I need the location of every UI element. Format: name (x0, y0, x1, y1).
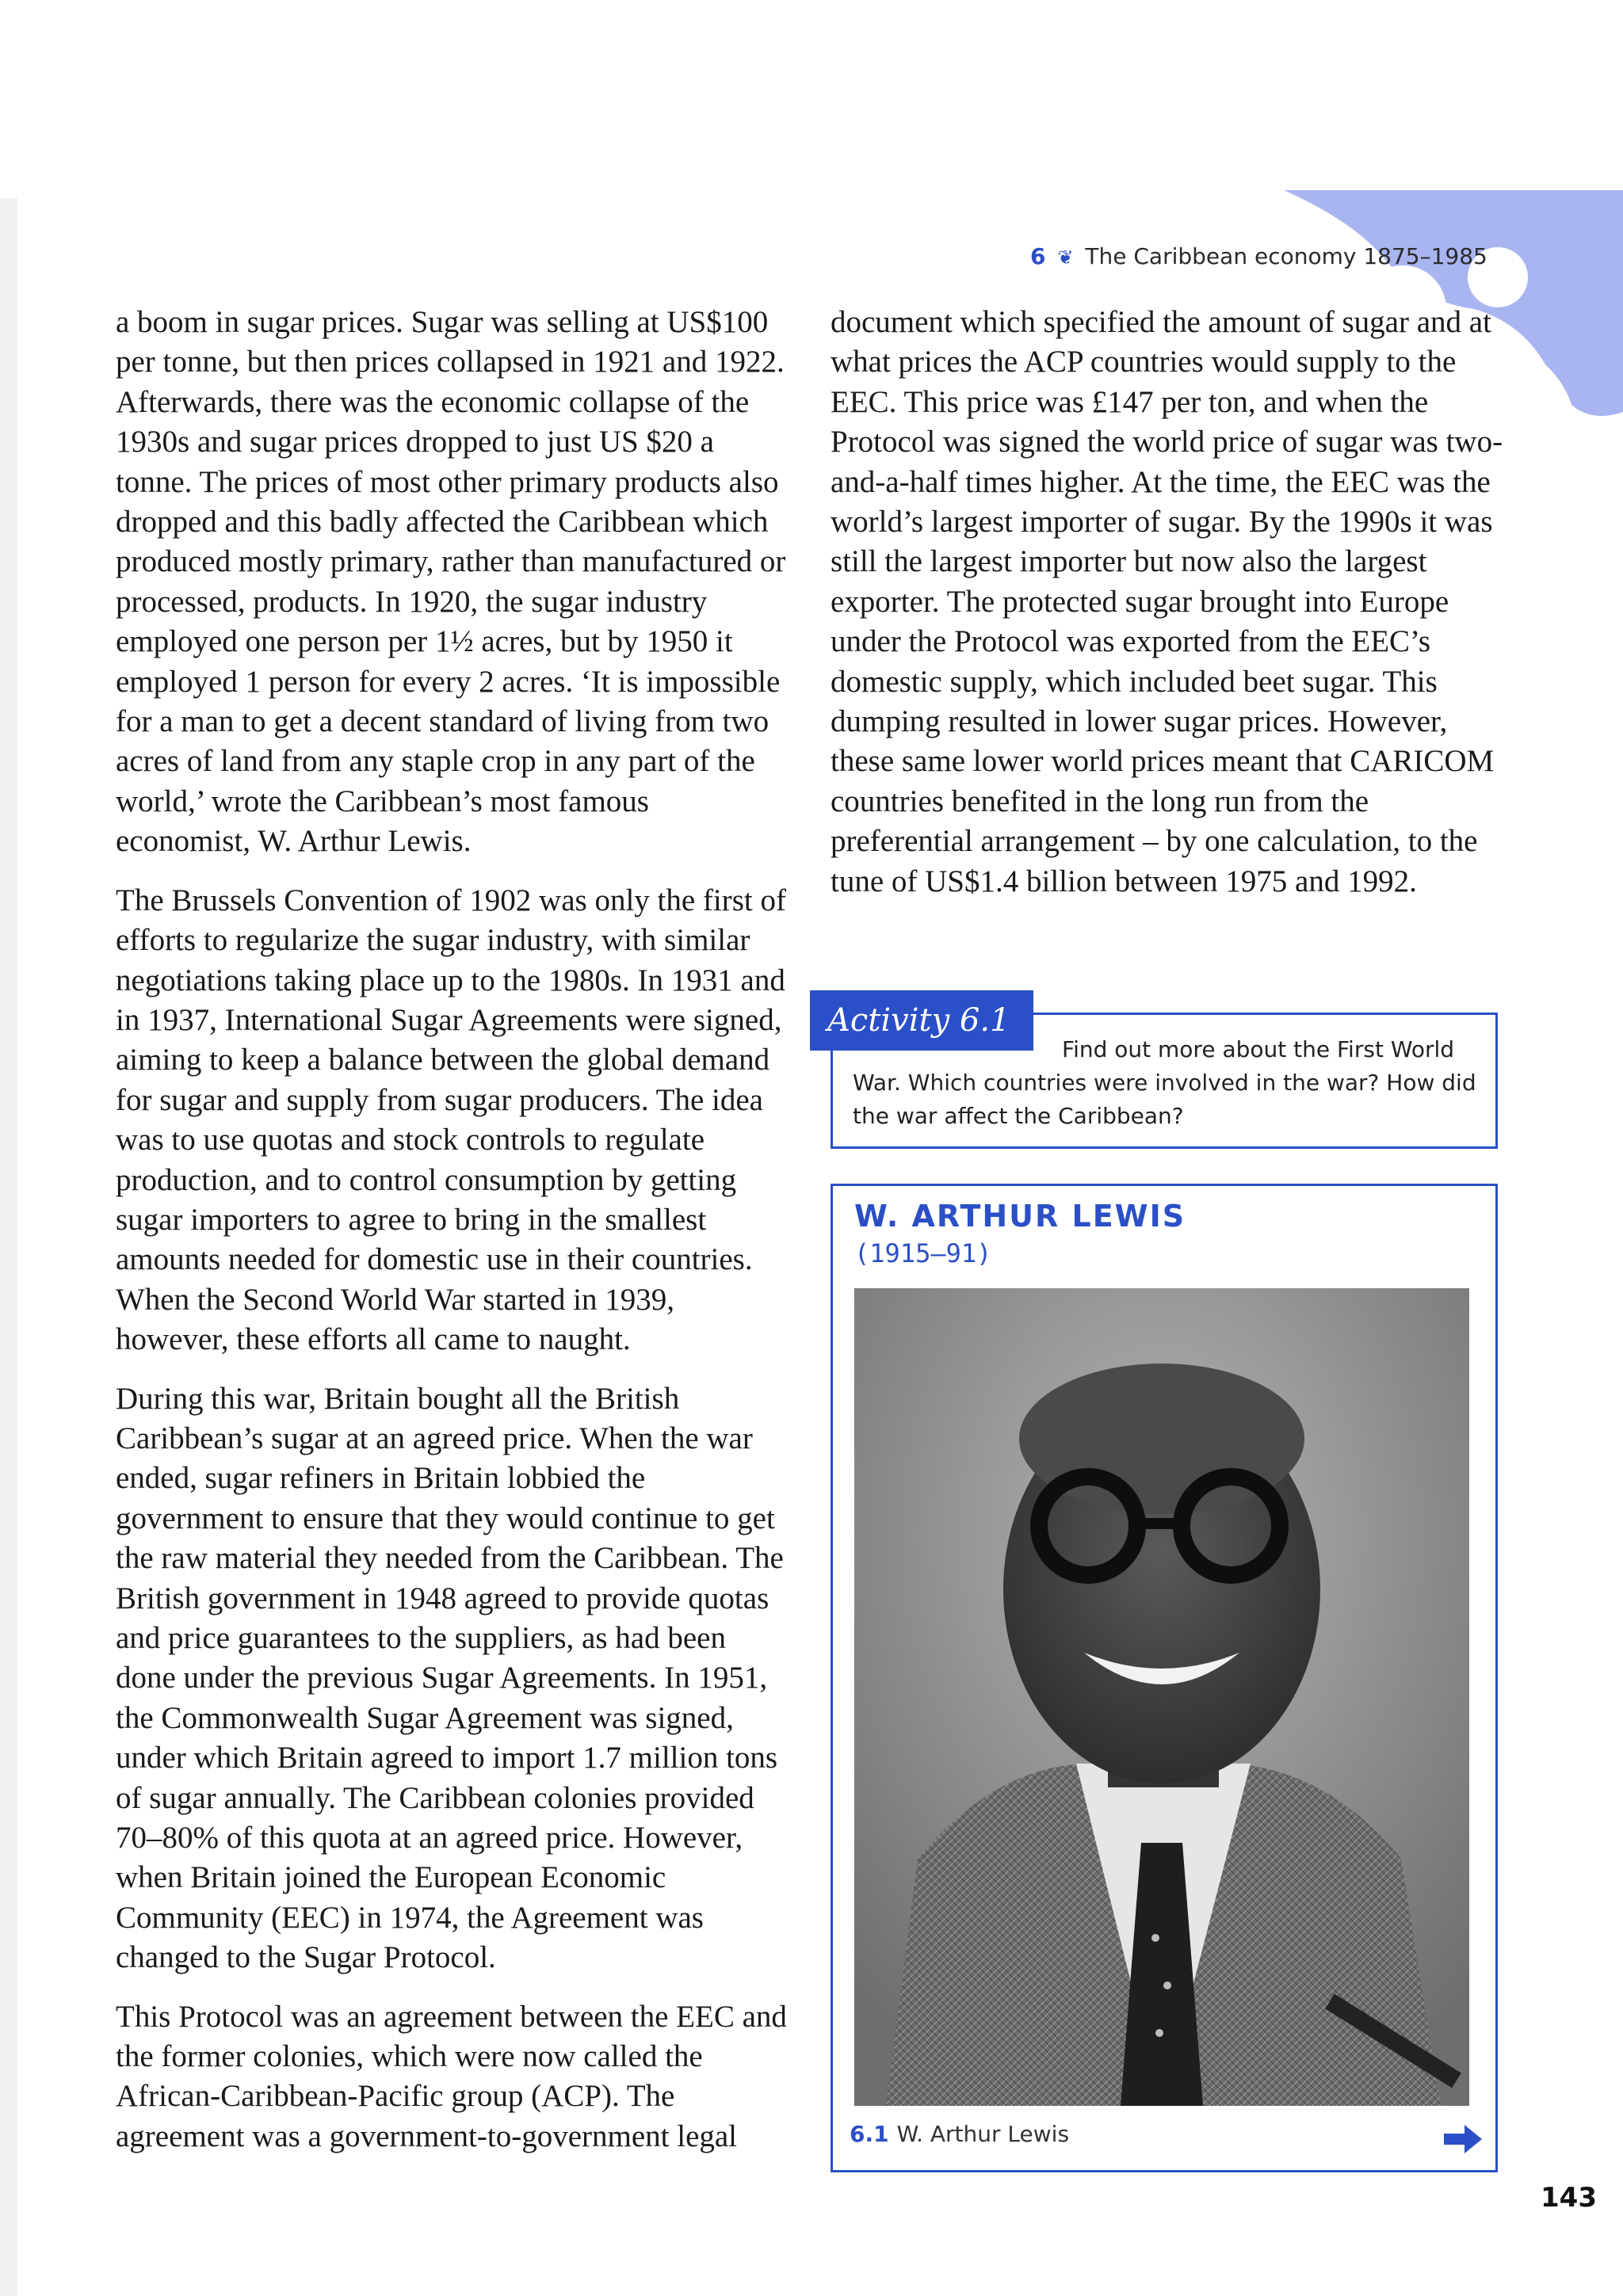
profile-name: W. ARTHUR LEWIS (854, 1199, 1186, 1234)
chapter-title: The Caribbean economy 1875–1985 (1085, 243, 1487, 269)
activity-label: Activity 6.1 (810, 990, 1033, 1051)
activity-text: Find out more about the First World War. Which countries were involved in the war? How did the war affect the Caribbean? (853, 1036, 1476, 1129)
body-paragraph: This Protocol was an agreement between the EEC and the former colonies, which were now called the African-Caribbean-Pacific group (ACP). The agreement was a government-to-government legal (116, 1999, 787, 2153)
caption-number: 6.1 (850, 2121, 889, 2147)
figure-caption (850, 2121, 1069, 2147)
caption-text: W. Arthur Lewis (896, 2121, 1070, 2147)
arrow-right-icon (1444, 2125, 1482, 2153)
body-paragraph: a boom in sugar prices. Sugar was selling at US$100 per tonne, but then prices collapsed in 1921 and 1922. Afterwards, there was the economic collapse of the 1930s and sugar prices dropped to just US $20 a tonne. The prices of most other primary products also dropped and this badly affected the Caribbean which produced mostly primary, rather than manufactured or processed, products. In 1920, the sugar industry employed one person per 1½ acres, but by 1950 it employed 1 person for every 2 acres. ‘It is impossible for a man to get a decent standard of living from two acres of land from any staple crop in any part of the world,’ wrote the Caribbean’s most famous economist, W. Arthur Lewis. (116, 305, 786, 859)
running-head (1030, 243, 1506, 269)
page-gutter-shade (0, 198, 17, 2296)
body-paragraph: The Brussels Convention of 1902 was only the first of efforts to regularize the sugar industry, with similar negotiations taking place up to the 1980s. In 1931 and in 1937, International Sugar Agreements were signed, aiming to keep a balance between the global demand for sugar and supply from sugar producers. The idea was to use quotas and stock controls to regulate production, and to control consumption by getting sugar importers to agree to bring in the smallest amounts needed for domestic use in their countries. When the Second World War started in 1939, however, these efforts all came to naught. (116, 883, 786, 1357)
body-paragraph: document which specified the amount of sugar and at what prices the ACP countries would supply to the EEC. This price was £147 per ton, and when the Protocol was signed the world price of sugar was two-and-a-half times higher. At the time, the EEC was the world’s largest importer of sugar. By the 1990s it was still the largest importer but now also the largest exporter. The protected sugar brought into Europe under the Protocol was exported from the EEC’s domestic supply, which included beet sugar. This dumping resulted in lower sugar prices. However, these same lower world prices meant that CARICOM countries benefited in the long run from the preferential arrangement – by one calculation, to the tune of US$1.4 billion between 1975 and 1992. (831, 305, 1503, 898)
body-paragraph: During this war, Britain bought all the British Caribbean’s sugar at an agreed price. When the war ended, sugar refiners in Britain lobbied the government to ensure that they would continue to get the raw material they needed from the Caribbean. The British government in 1948 agreed to provide quotas and price guarantees to the suppliers, as had been done under the previous Sugar Agreements. In 1951, the Commonwealth Sugar Agreement was signed, under which Britain agreed to import 1.7 million tons of sugar annually. The Caribbean colonies provided 70–80% of this quota at an agreed price. However, when Britain joined the European Economic Community (EEC) in 1974, the Agreement was changed to the Sugar Protocol. (116, 1381, 784, 1975)
chapter-glyph-icon: ❦ (1057, 246, 1074, 269)
right-column (831, 303, 1512, 902)
left-column (116, 303, 789, 2157)
portrait-image (854, 1288, 1469, 2106)
page-top-margin (0, 0, 1623, 198)
page-number: 143 (1541, 2182, 1597, 2214)
profile-dates: (1915–91) (854, 1238, 992, 1268)
portrait-photo (854, 1288, 1469, 2106)
chapter-number: 6 (1030, 243, 1046, 269)
